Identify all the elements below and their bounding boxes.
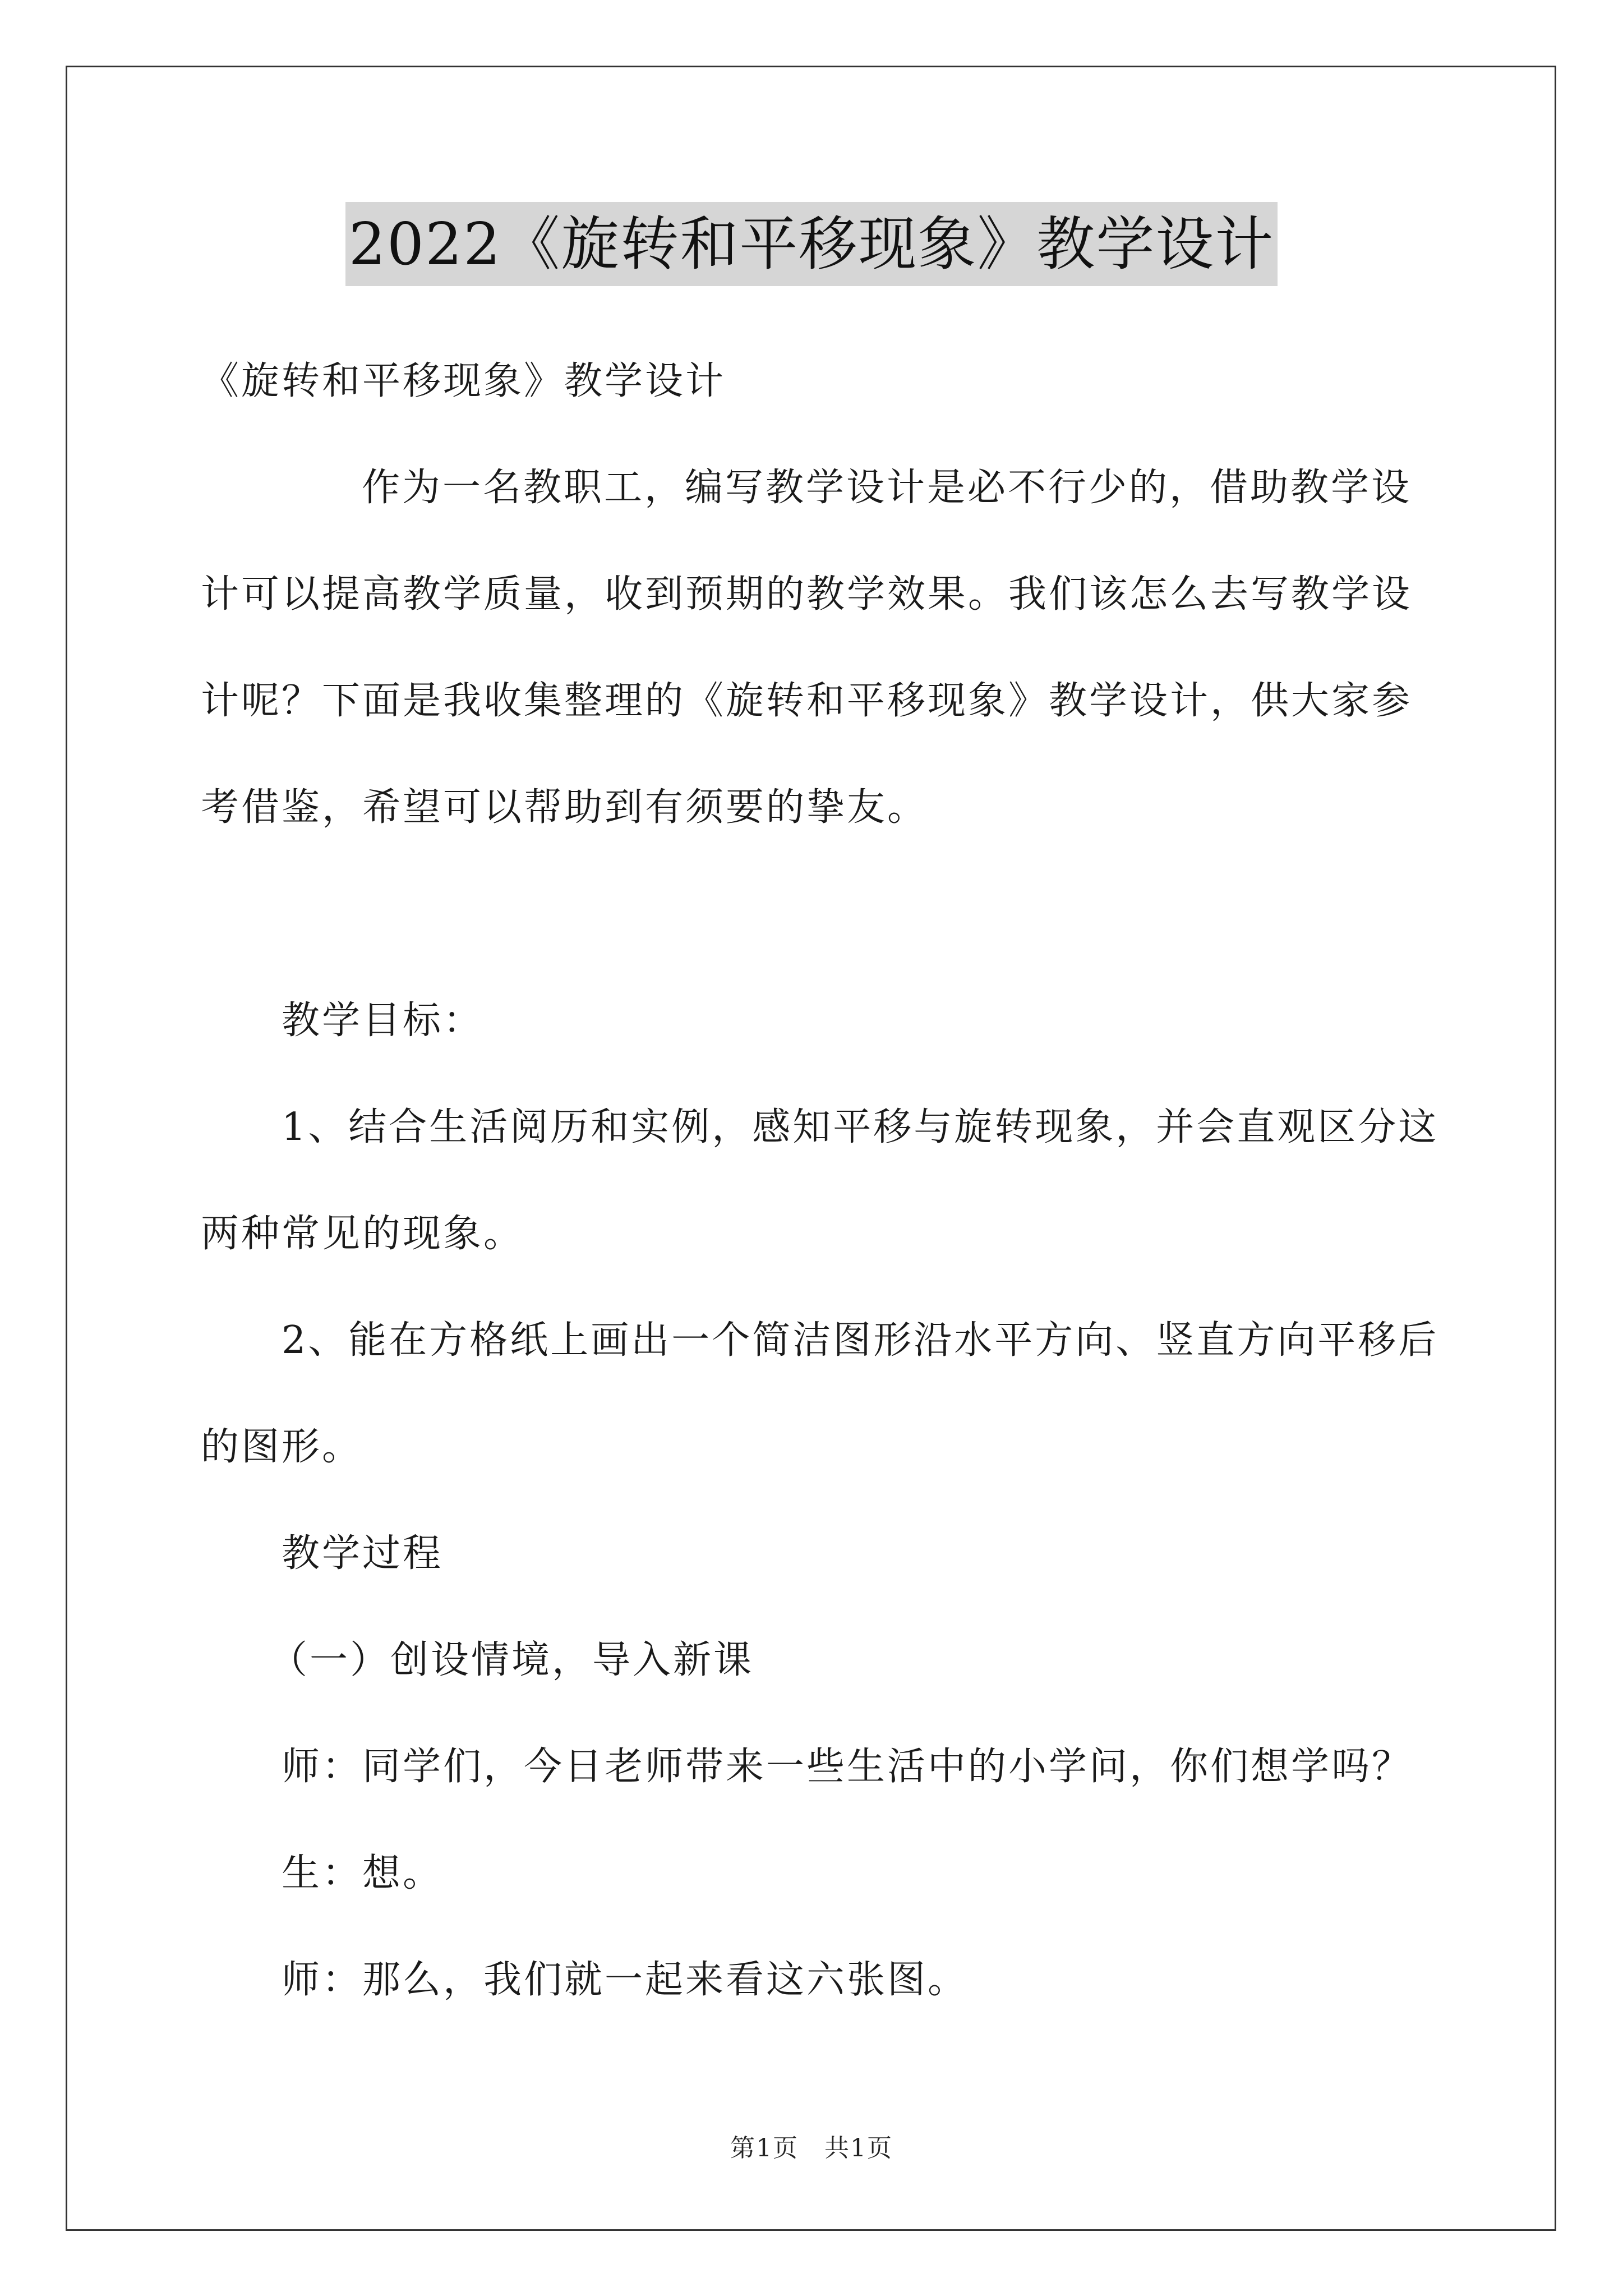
objective-1-line-1: 1、结合生活阅历和实例，感知平移与旋转现象，并会直观区分这 <box>282 1105 1439 1149</box>
intro-line-3: 计呢？下面是我收集整理的《旋转和平移现象》教学设计，供大家参 <box>201 679 1413 723</box>
dialogue-line-3: 师：那么，我们就一起来看这六张图。 <box>282 1958 969 2002</box>
process-step-1-heading: （一）创设情境，导入新课 <box>269 1638 754 1682</box>
intro-line-2: 计可以提高教学质量，收到预期的教学效果。我们该怎么去写教学设 <box>201 572 1413 616</box>
intro-line-4: 考借鉴，希望可以帮助到有须要的挚友。 <box>201 785 928 830</box>
document-title: 2022《旋转和平移现象》教学设计 <box>345 202 1278 286</box>
dialogue-line-2: 生：想。 <box>282 1851 444 1895</box>
objective-1-line-2: 两种常见的现象。 <box>201 1212 524 1256</box>
subtitle-line: 《旋转和平移现象》教学设计 <box>201 359 726 403</box>
title-container <box>0 202 1623 286</box>
page-footer: 第1页 共1页 <box>730 2134 893 2162</box>
objective-2-line-1: 2、能在方格纸上画出一个简洁图形沿水平方向、竖直方向平移后 <box>282 1318 1439 1363</box>
intro-line-1: 作为一名教职工，编写教学设计是必不行少的，借助教学设 <box>362 466 1412 510</box>
objective-2-line-2: 的图形。 <box>201 1425 363 1469</box>
section-objectives-heading: 教学目标： <box>282 999 484 1043</box>
dialogue-line-1: 师：同学们，今日老师带来一些生活中的小学问，你们想学吗？ <box>282 1745 1413 1789</box>
section-process-heading: 教学过程 <box>282 1531 444 1576</box>
